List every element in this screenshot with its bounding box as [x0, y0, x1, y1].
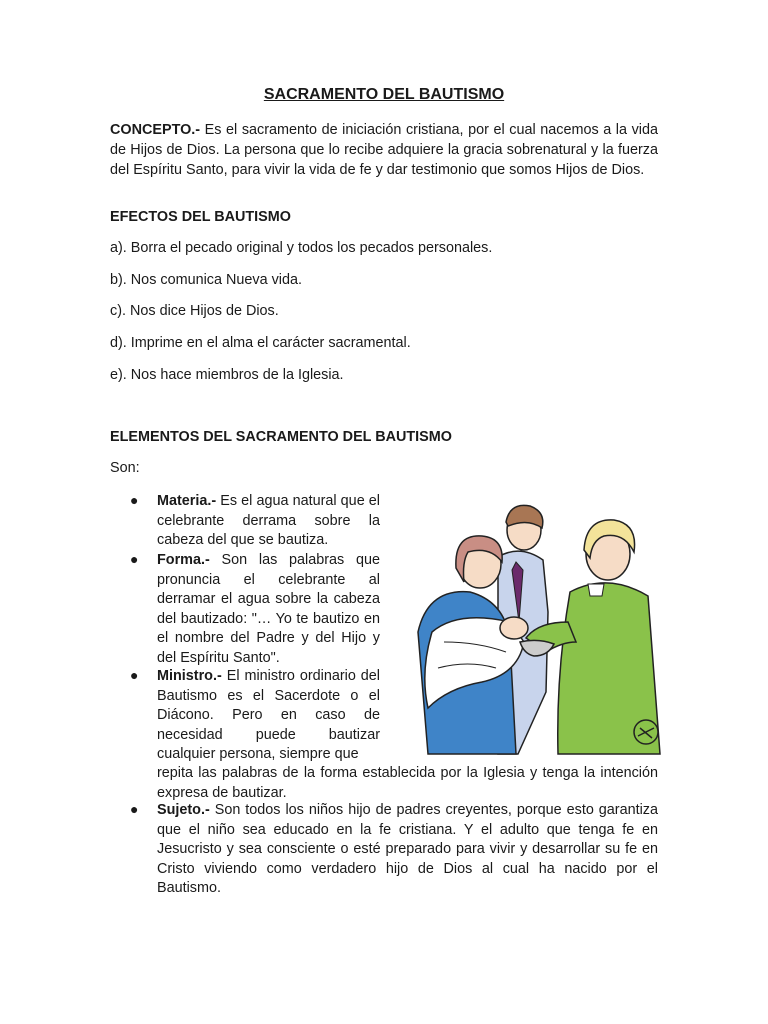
- efecto-item-e: e). Nos hace miembros de la Iglesia.: [110, 367, 344, 383]
- bullet-sujeto: [157, 801, 658, 899]
- document-title: SACRAMENTO DEL BAUTISMO: [263, 86, 505, 103]
- sujeto-text: Son todos los niños hijo de padres creyentes, porque esto garantiza que el niño sea educado en la fe cristiana. Y el adulto que tenga fe en Jesucristo y sea consciente o esté preparado para vivir y desarrollar su fe en Cristo viviendo como verdadero hijo de Dios al cual ha nacido por el Bautismo.: [157, 802, 658, 896]
- ministro-label: Ministro.-: [157, 668, 222, 684]
- ministro-continuation: repita las palabras de la forma establecida por la Iglesia y tenga la intención expresa de bautizar.: [157, 765, 658, 801]
- priest-figure: [526, 520, 660, 754]
- ministro-text: El ministro ordinario del Bautismo es el Sacerdote o el Diácono. Pero en caso de necesidad puede bautizar cualquier persona, siempre que: [157, 668, 380, 762]
- elementos-heading: ELEMENTOS DEL SACRAMENTO DEL BAUTISMO: [110, 429, 452, 445]
- bullet-materia: [157, 492, 380, 551]
- forma-label: Forma.-: [157, 552, 210, 568]
- concepto-paragraph: [110, 120, 658, 180]
- efecto-item-a: a). Borra el pecado original y todos los pecados personales.: [110, 240, 493, 256]
- bullet-dot: ●: [130, 801, 139, 817]
- materia-label: Materia.-: [157, 493, 217, 509]
- sujeto-label: Sujeto.-: [157, 802, 210, 818]
- bullet-ministro: [157, 667, 380, 765]
- efecto-item-d: d). Imprime en el alma el carácter sacramental.: [110, 335, 411, 351]
- efectos-heading: EFECTOS DEL BAUTISMO: [110, 209, 291, 225]
- bullet-dot: ●: [130, 551, 139, 567]
- concepto-text: Es el sacramento de iniciación cristiana, por el cual nacemos a la vida de Hijos de Dios. La persona que lo recibe adquiere la gracia sobrenatural y la fuerza del Espíritu Santo, para vivir la vida de fe y dar testimonio que somos Hijos de Dios.: [110, 122, 658, 178]
- baptism-illustration: [398, 492, 666, 760]
- efecto-item-b: b). Nos comunica Nueva vida.: [110, 272, 302, 288]
- bullet-forma: [157, 551, 380, 668]
- materia-text: Es el agua natural que el celebrante derrama sobre la cabeza del que se bautiza.: [157, 493, 380, 548]
- bullet-dot: ●: [130, 667, 139, 683]
- efecto-item-c: c). Nos dice Hijos de Dios.: [110, 303, 279, 319]
- bullet-dot: ●: [130, 492, 139, 508]
- forma-text: Son las palabras que pronuncia el celebrante al derramar el agua sobre la cabeza del bautizado: "… Yo te bautizo en el nombre del Padre y del Hijo y del Espíritu Santo".: [157, 552, 380, 666]
- elementos-intro: Son:: [110, 460, 140, 476]
- concepto-label: CONCEPTO.-: [110, 122, 201, 138]
